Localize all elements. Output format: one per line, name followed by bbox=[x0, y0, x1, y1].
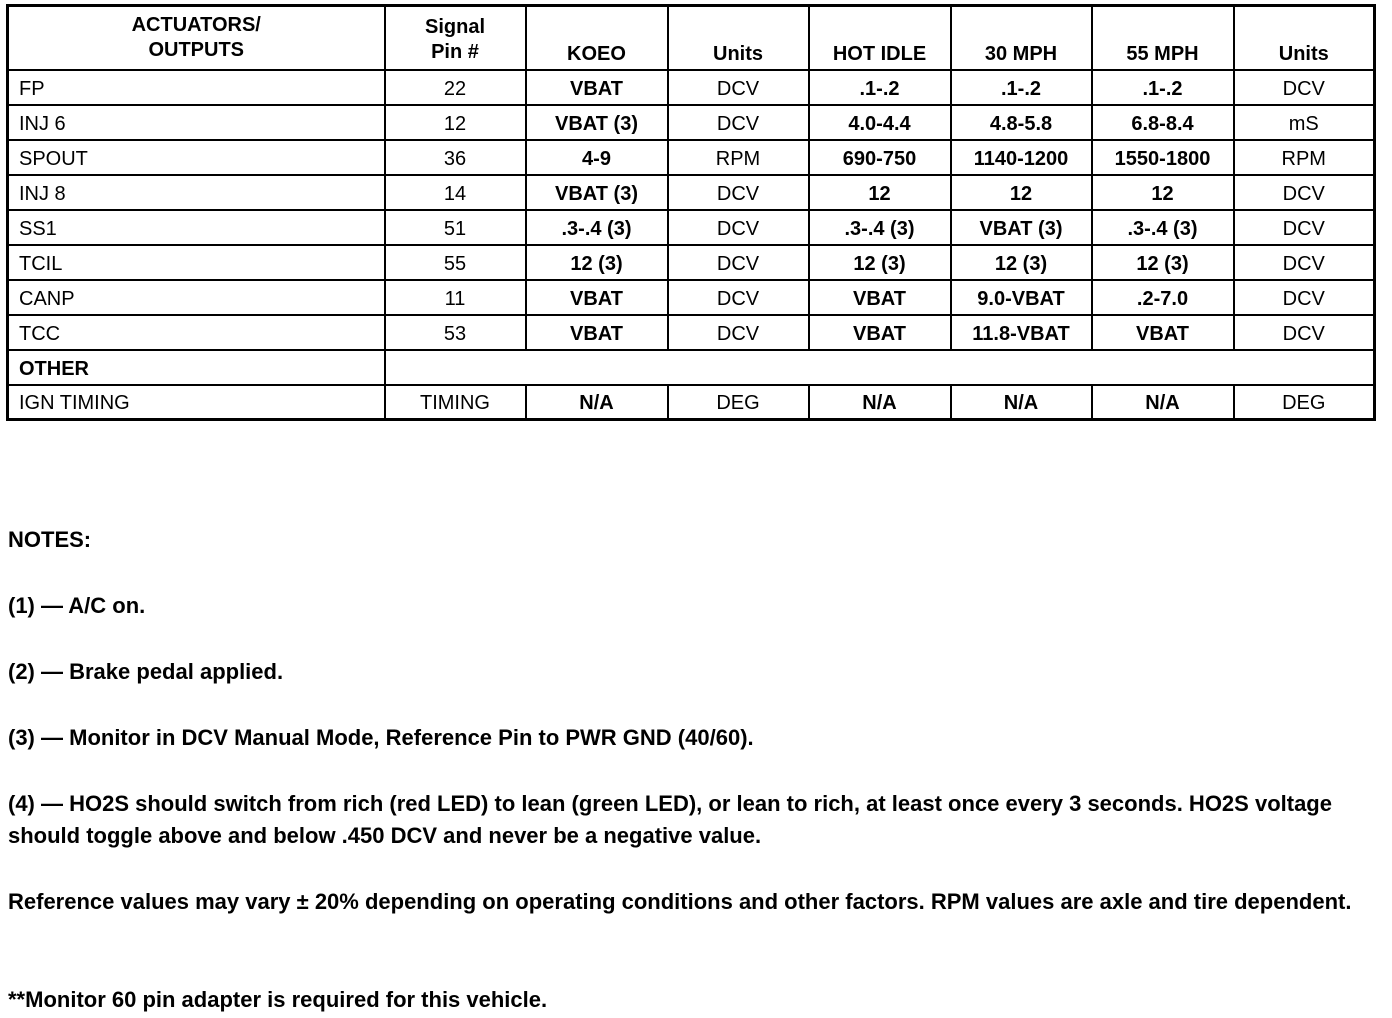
table-row bbox=[8, 280, 1375, 315]
cell-koeo: VBAT (3) bbox=[526, 175, 668, 210]
row-label: INJ 6 bbox=[8, 105, 385, 140]
row-label: TCC bbox=[8, 315, 385, 350]
cell-30-mph: 12 bbox=[951, 175, 1092, 210]
cell-koeo: VBAT bbox=[526, 280, 668, 315]
adapter-note: **Monitor 60 pin adapter is required for this vehicle. bbox=[8, 987, 548, 1012]
header-koeo: KOEO bbox=[526, 6, 668, 70]
header-55-mph: 55 MPH bbox=[1092, 6, 1234, 70]
cell-55-mph: 6.8-8.4 bbox=[1092, 105, 1234, 140]
cell-units-2: RPM bbox=[1234, 140, 1375, 175]
cell-pin: 11 bbox=[385, 280, 526, 315]
row-label: SPOUT bbox=[8, 140, 385, 175]
cell-koeo: VBAT bbox=[526, 315, 668, 350]
row-label: TCIL bbox=[8, 245, 385, 280]
cell-units: DCV bbox=[668, 175, 809, 210]
cell-koeo: N/A bbox=[526, 385, 668, 420]
table-row bbox=[8, 245, 1375, 280]
cell-30-mph: 12 (3) bbox=[951, 245, 1092, 280]
cell-units-2: DCV bbox=[1234, 245, 1375, 280]
reference-note: Reference values may vary ± 20% depending on operating conditions and other factors. RPM values are axle and tire dependent. bbox=[8, 889, 1352, 914]
cell-30-mph: 9.0-VBAT bbox=[951, 280, 1092, 315]
row-label: INJ 8 bbox=[8, 175, 385, 210]
cell-55-mph: .1-.2 bbox=[1092, 70, 1234, 105]
cell-units: DCV bbox=[668, 280, 809, 315]
cell-55-mph: .3-.4 (3) bbox=[1092, 210, 1234, 245]
row-label: FP bbox=[8, 70, 385, 105]
cell-30-mph: 11.8-VBAT bbox=[951, 315, 1092, 350]
header-hot-idle: HOT IDLE bbox=[809, 6, 951, 70]
cell-55-mph: .2-7.0 bbox=[1092, 280, 1234, 315]
section-row-other bbox=[8, 350, 1375, 385]
header-units: Units bbox=[668, 6, 809, 70]
row-label: SS1 bbox=[8, 210, 385, 245]
cell-hot-idle: VBAT bbox=[809, 315, 951, 350]
cell-pin: 22 bbox=[385, 70, 526, 105]
cell-30-mph: 4.8-5.8 bbox=[951, 105, 1092, 140]
cell-units-2: DCV bbox=[1234, 280, 1375, 315]
cell-30-mph: N/A bbox=[951, 385, 1092, 420]
cell-koeo: VBAT bbox=[526, 70, 668, 105]
cell-hot-idle: N/A bbox=[809, 385, 951, 420]
header-actuators: ACTUATORS/ OUTPUTS bbox=[8, 6, 385, 70]
cell-units-2: DEG bbox=[1234, 385, 1375, 420]
table-row bbox=[8, 315, 1375, 350]
cell-hot-idle: 4.0-4.4 bbox=[809, 105, 951, 140]
cell-hot-idle: 12 bbox=[809, 175, 951, 210]
note-2: (2) — Brake pedal applied. bbox=[8, 659, 284, 684]
cell-units: DCV bbox=[668, 70, 809, 105]
cell-units: DCV bbox=[668, 245, 809, 280]
cell-hot-idle: .3-.4 (3) bbox=[809, 210, 951, 245]
cell-55-mph: 1550-1800 bbox=[1092, 140, 1234, 175]
header-row bbox=[8, 6, 1375, 70]
cell-units-2: DCV bbox=[1234, 175, 1375, 210]
table-row-ign-timing bbox=[8, 385, 1375, 420]
section-empty bbox=[385, 350, 1375, 385]
spec-table bbox=[6, 4, 1376, 421]
cell-units-2: DCV bbox=[1234, 210, 1375, 245]
cell-units: DCV bbox=[668, 210, 809, 245]
cell-pin: 12 bbox=[385, 105, 526, 140]
cell-hot-idle: VBAT bbox=[809, 280, 951, 315]
cell-koeo: 4-9 bbox=[526, 140, 668, 175]
row-label: IGN TIMING bbox=[8, 385, 385, 420]
cell-30-mph: VBAT (3) bbox=[951, 210, 1092, 245]
cell-hot-idle: 690-750 bbox=[809, 140, 951, 175]
cell-koeo: 12 (3) bbox=[526, 245, 668, 280]
table-row bbox=[8, 175, 1375, 210]
cell-30-mph: 1140-1200 bbox=[951, 140, 1092, 175]
table-body bbox=[8, 70, 1375, 420]
cell-units-2: mS bbox=[1234, 105, 1375, 140]
note-1: (1) — A/C on. bbox=[8, 593, 146, 618]
table-row bbox=[8, 140, 1375, 175]
cell-units-2: DCV bbox=[1234, 315, 1375, 350]
cell-pin: 51 bbox=[385, 210, 526, 245]
cell-units-2: DCV bbox=[1234, 70, 1375, 105]
table-row bbox=[8, 70, 1375, 105]
table-row bbox=[8, 105, 1375, 140]
header-30-mph: 30 MPH bbox=[951, 6, 1092, 70]
header-units-2: Units bbox=[1234, 6, 1375, 70]
cell-55-mph: N/A bbox=[1092, 385, 1234, 420]
cell-koeo: .3-.4 (3) bbox=[526, 210, 668, 245]
notes-title: NOTES: bbox=[8, 527, 92, 552]
cell-pin: 36 bbox=[385, 140, 526, 175]
table-row bbox=[8, 210, 1375, 245]
cell-pin: 53 bbox=[385, 315, 526, 350]
cell-55-mph: 12 bbox=[1092, 175, 1234, 210]
cell-55-mph: 12 (3) bbox=[1092, 245, 1234, 280]
cell-pin: TIMING bbox=[385, 385, 526, 420]
cell-55-mph: VBAT bbox=[1092, 315, 1234, 350]
note-3: (3) — Monitor in DCV Manual Mode, Reference Pin to PWR GND (40/60). bbox=[8, 725, 754, 750]
header-signal-pin: Signal Pin # bbox=[385, 6, 526, 70]
cell-pin: 14 bbox=[385, 175, 526, 210]
note-4: (4) — HO2S should switch from rich (red LED) to lean (green LED), or lean to rich, at least once every 3 seconds. HO2S voltage should toggle above and below .450 DCV and never be a negative value. bbox=[8, 791, 1332, 848]
row-label: CANP bbox=[8, 280, 385, 315]
cell-pin: 55 bbox=[385, 245, 526, 280]
cell-units: DCV bbox=[668, 105, 809, 140]
cell-hot-idle: .1-.2 bbox=[809, 70, 951, 105]
cell-hot-idle: 12 (3) bbox=[809, 245, 951, 280]
section-label-other: OTHER bbox=[8, 350, 385, 385]
cell-units: DEG bbox=[668, 385, 809, 420]
cell-units: DCV bbox=[668, 315, 809, 350]
cell-units: RPM bbox=[668, 140, 809, 175]
cell-koeo: VBAT (3) bbox=[526, 105, 668, 140]
cell-30-mph: .1-.2 bbox=[951, 70, 1092, 105]
